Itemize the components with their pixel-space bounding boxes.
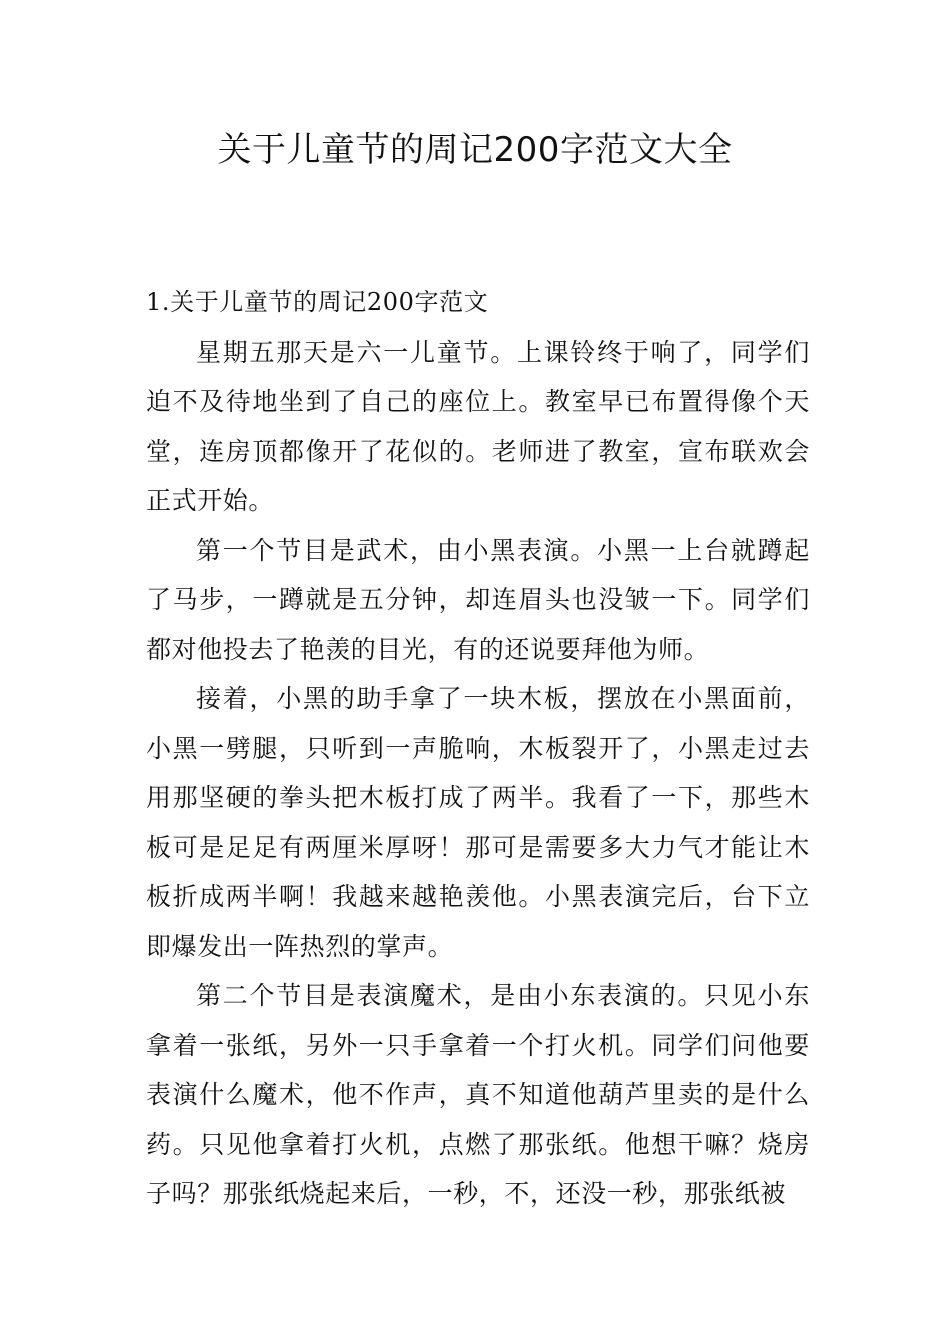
paragraph-2: 第一个节目是武术，由小黑表演。小黑一上台就蹲起了马步，一蹲就是五分钟，却连眉头也没皱一下。同学们都对他投去了艳羡的目光，有的还说要拜他为师。 xyxy=(146,535,810,664)
paragraph-4: 第二个节目是表演魔术，是由小东表演的。只见小东拿着一张纸，另外一只手拿着一个打火机。同学们问他要表演什么魔术，他不作声，真不知道他葫芦里卖的是什么药。只见他拿着打火机，点燃了那张纸。他想干嘛？烧房子吗？那张纸烧起来后，一秒，不，还没一秒，那张纸被 xyxy=(146,981,810,1208)
document-title: 关于儿童节的周记200字范文大全 xyxy=(217,130,733,170)
section-heading: 1.关于儿童节的周记200字范文 xyxy=(146,288,489,316)
paragraph-1: 星期五那天是六一儿童节。上课铃终于响了，同学们迫不及待地坐到了自己的座位上。教室早已布置得像个天堂，连房顶都像开了花似的。老师进了教室，宣布联欢会正式开始。 xyxy=(146,337,810,515)
document-body xyxy=(146,278,810,1219)
paragraph-3: 接着，小黑的助手拿了一块木板，摆放在小黑面前，小黑一劈腿，只听到一声脆响，木板裂开了，小黑走过去用那坚硬的拳头把木板打成了两半。我看了一下，那些木板可是足足有两厘米厚呀！那可是需要多大力气才能让木板折成两半啊！我越来越艳羡他。小黑表演完后，台下立即爆发出一阵热烈的掌声。 xyxy=(146,684,810,961)
